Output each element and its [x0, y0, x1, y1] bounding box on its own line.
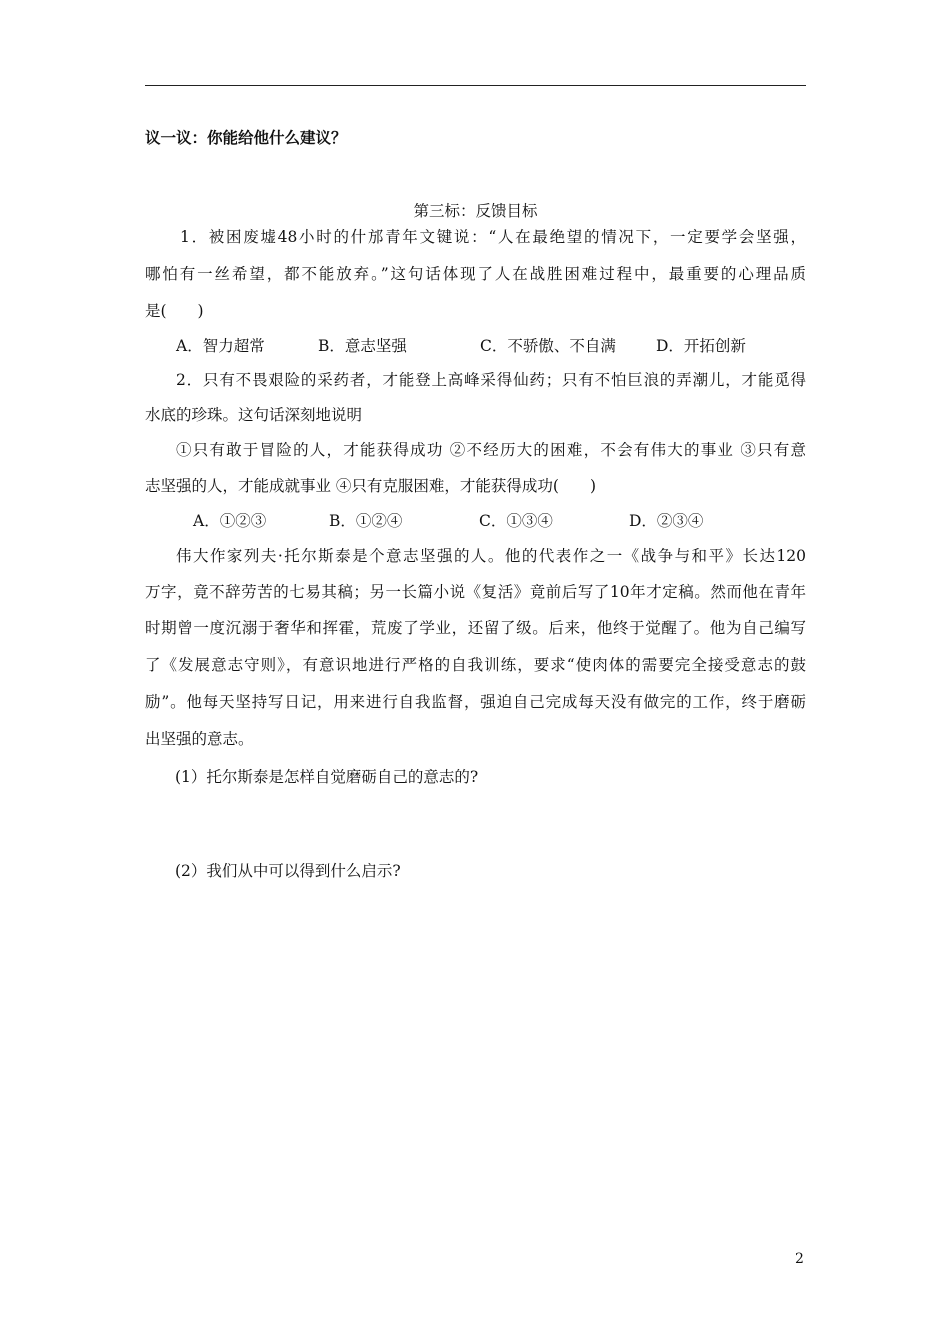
q2-option-a: A．①②③ [193, 512, 267, 530]
discussion-prompt: 议一议：你能给他什么建议？ [145, 128, 347, 147]
section-title: 第三标：反馈目标 [413, 202, 538, 220]
passage-line-6: 出坚强的意志。 [145, 730, 254, 748]
q1-line-3: 是( ) [145, 302, 204, 320]
q2-option-b: B．①②④ [329, 512, 403, 530]
q2-option-d: D．②③④ [629, 512, 704, 530]
q1-option-c: C．不骄傲、不自满 [480, 337, 616, 355]
header-rule [145, 85, 806, 86]
q2-options [193, 511, 854, 531]
q2-option-c: C．①③④ [479, 512, 553, 530]
passage-line-3: 时期曾一度沉溺于奢华和挥霍，荒废了学业，还留了级。后来，他终于觉醒了。他为自己编写 [145, 619, 806, 637]
passage-line-5: 励”。他每天坚持写日记，用来进行自我监督，强迫自己完成每天没有做完的工作，终于磨砺 [145, 693, 806, 711]
q1-line-2: 哪怕有一丝希望，都不能放弃。”这句话体现了人在战胜困难过程中，最重要的心理品质 [145, 265, 806, 283]
page-number: 2 [795, 1251, 804, 1267]
passage-question-2: (2）我们从中可以得到什么启示? [175, 862, 401, 880]
q2-line-2: 水底的珍珠。这句话深刻地说明 [145, 406, 363, 424]
q1-option-b: B．意志坚强 [318, 337, 407, 355]
q1-option-d: D．开拓创新 [656, 337, 746, 355]
q2-line-1: 2．只有不畏艰险的采药者，才能登上高峰采得仙药；只有不怕巨浪的弄潮儿，才能觅得 [176, 371, 806, 389]
q1-option-a: A．智力超常 [176, 337, 265, 355]
passage-line-4: 了《发展意志守则》，有意识地进行严格的自我训练，要求“使肉体的需要完全接受意志的鼓 [145, 656, 806, 674]
q2-line-3: ①只有敢于冒险的人，才能获得成功 ②不经历大的困难，不会有伟大的事业 ③只有意 [176, 441, 806, 459]
q1-line-1: 1．被困废墟48小时的什邡青年文键说：“人在最绝望的情况下，一定要学会坚强， [180, 228, 806, 246]
q1-options [176, 336, 837, 356]
passage-question-1: (1）托尔斯泰是怎样自觉磨砺自己的意志的? [175, 768, 479, 786]
q2-line-4: 志坚强的人，才能成就事业 ④只有克服困难，才能获得成功( ) [145, 477, 597, 495]
passage-line-2: 万字，竟不辞劳苦的七易其稿；另一长篇小说《复活》竟前后写了10年才定稿。然而他在青年 [145, 583, 806, 601]
passage-line-1: 伟大作家列夫·托尔斯泰是个意志坚强的人。他的代表作之一《战争与和平》长达120 [176, 547, 806, 565]
